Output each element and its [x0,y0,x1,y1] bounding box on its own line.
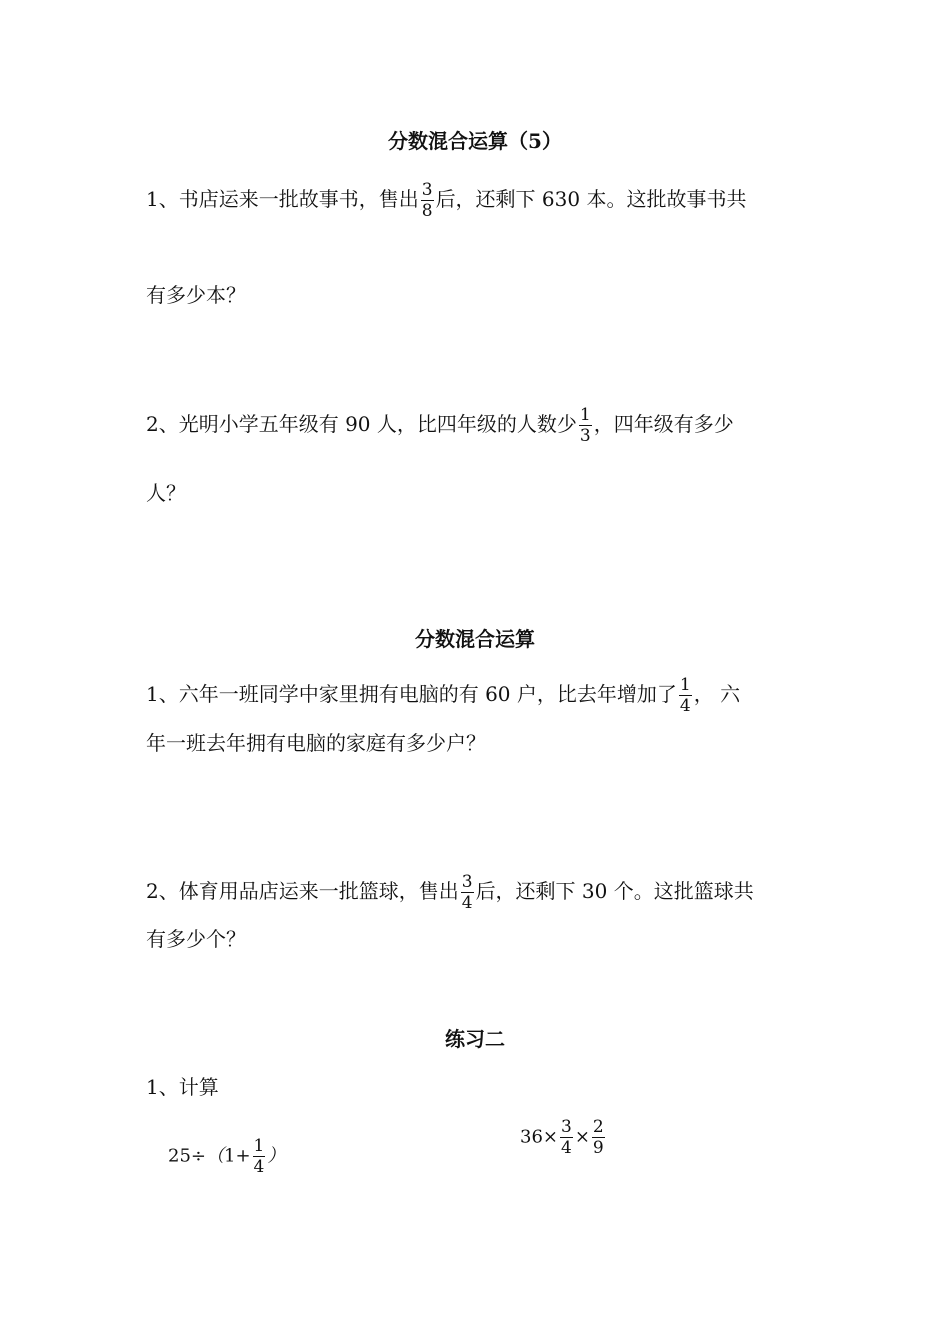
question-text: 1、书店运来一批故事书，售出 [146,187,419,211]
fraction: $\frac{3}{4}$ [561,1117,572,1158]
expression-2 [520,1117,607,1158]
expr-text: 36 [520,1126,543,1148]
question-text: 1、六年一班同学中家里拥有电脑的有 60 户，比去年增加了 [146,682,677,706]
question-2-line-2: 人？ [146,481,186,505]
expression-1 [168,1136,285,1177]
question-1-line-2: 有多少本？ [146,283,246,307]
question-2-line-1 [146,405,734,446]
paren-close: ） [267,1145,286,1167]
section-title-3: 练习二 [445,1027,505,1051]
section-title-1: 分数混合运算（5） [388,129,562,153]
question-text: 后，还剩下 630 本。这批故事书共 [435,187,747,211]
question-text: ，四年级有多少 [593,412,734,436]
fraction: $\frac{1}{3}$ [579,405,591,446]
expr-text: 1+ [224,1145,251,1167]
times-sign: × [574,1126,590,1148]
question-3-line-2: 年一班去年拥有电脑的家庭有多少户？ [146,731,486,755]
question-4-line-1 [146,872,754,913]
question-text: ， 六 [693,682,741,706]
section-title-2: 分数混合运算 [415,627,535,651]
question-text: 2、体育用品店运来一批篮球，售出 [146,879,459,903]
fraction: $\frac{1}{4}$ [679,675,691,716]
fraction: $\frac{1}{4}$ [253,1136,265,1177]
exercise-label: 1、计算 [146,1075,219,1099]
question-text: 后，还剩下 30 个。这批篮球共 [475,879,754,903]
expr-text: 25÷ [168,1145,206,1167]
fraction: $\frac{3}{4}$ [461,872,473,913]
question-3-line-1 [146,675,740,716]
times-sign: × [542,1126,558,1148]
fraction: $\frac{2}{9}$ [592,1117,604,1158]
question-text: 2、光明小学五年级有 90 人，比四年级的人数少 [146,412,577,436]
fraction: $\frac{3}{8}$ [421,180,433,221]
question-1-line-1 [146,180,746,221]
question-4-line-2: 有多少个？ [146,927,246,951]
paren-open: （ [206,1145,224,1167]
